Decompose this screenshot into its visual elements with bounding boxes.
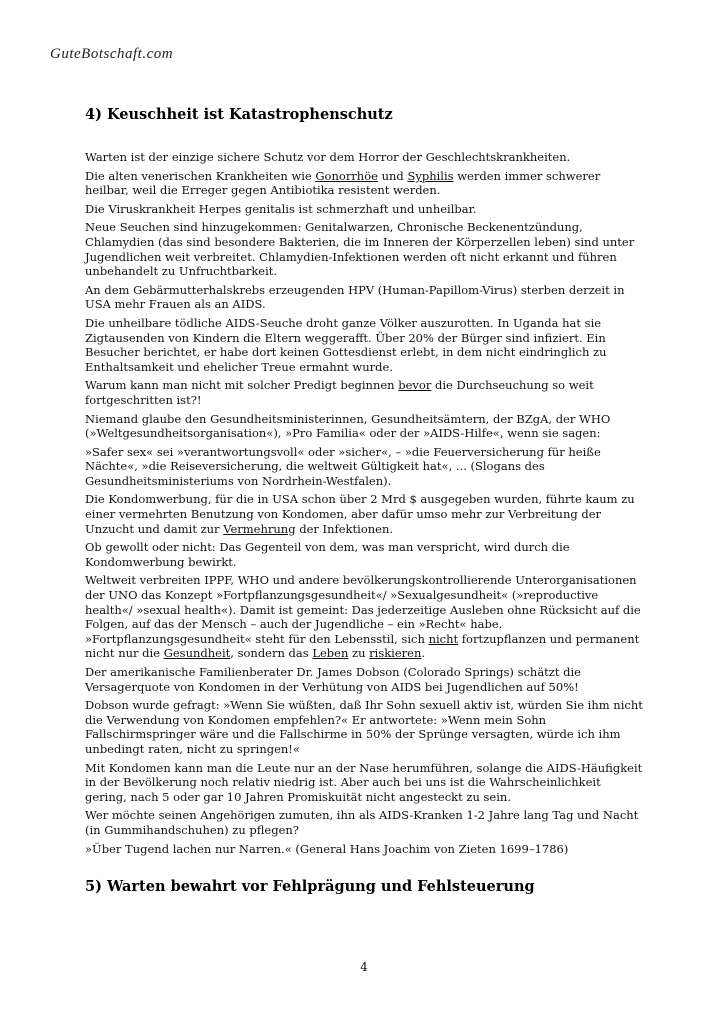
text-run: Mit Kondomen kann man die Leute nur an der Nase herumführen, solange die AIDS-Häufigkeit in der Bevölkerung noch relativ niedrig ist. Aber auch bei uns ist die Wahrscheinlichkeit gering, nach 5 oder gar 10 Jahren Promiskuität nicht angesteckt zu sein. (85, 760, 643, 804)
text-run: An dem Gebärmutterhalskrebs erzeugenden HPV (Human-Papillom-Virus) sterben derzeit in USA mehr Frauen als an AIDS. (85, 282, 625, 312)
text-run: Niemand glaube den Gesundheitsministerinnen, Gesundheitsämtern, der BZgA, der WHO (»Weltgesundheitsorganisation«), »Pro Familia« oder der »AIDS-Hilfe«, wenn sie sagen: (85, 411, 611, 441)
text-run: »Über Tugend lachen nur Narren.« (General Hans Joachim von Zieten 1699–1786) (85, 841, 569, 856)
underlined-text: riskieren (369, 646, 422, 661)
underlined-text: Gesundheit (163, 646, 231, 661)
text-run: Neue Seuchen sind hinzugekommen: Genitalwarzen, Chronische Beckenentzündung, Chlamydien (das sind besondere Bakterien, die im Inneren der Körperzellen leben) sind unter Jugendlichen weit verbreitet. Chlamydien-Infektionen werden oft nicht erkannt und führen unbehandelt zu Unfruchtbarkeit. (85, 220, 635, 279)
body-paragraph (85, 412, 645, 441)
body-paragraph (85, 169, 645, 198)
text-run: . (421, 646, 426, 661)
body-paragraph (85, 492, 645, 536)
body-paragraph (85, 316, 645, 374)
body-paragraph (85, 698, 645, 756)
site-logo: GuteBotschaft.com (50, 46, 174, 62)
body-paragraph (85, 573, 645, 661)
text-run: Weltweit verbreiten IPPF, WHO und andere bevölkerungskontrollierende Unterorganisationen der UNO das Konzept »Fortpflanzungsgesundheit«/ »Sexualgesundheit« (»reproductive health«/ »sexual health«). Damit ist gemeint: Das jederzeitige Ausleben ohne Rücksicht auf die Folgen, auf das der Mensch – auch der Jugendliche – ein »Recht« habe. »Fortpflanzungsgesundheit« steht für den Lebensstil, sich (85, 573, 641, 646)
text-run: Die Viruskrankheit Herpes genitalis ist schmerzhaft und unheilbar. (85, 201, 477, 216)
text-run: und (377, 168, 408, 183)
text-run: werden immer schwerer heilbar, weil die Erreger gegen Antibiotika resistent werden. (85, 168, 601, 198)
text-run: Wer möchte seinen Angehörigen zumuten, ihn als AIDS-Kranken 1-2 Jahre lang Tag und Nacht (in Gummihandschuhen) zu pflegen? (85, 808, 639, 837)
underlined-text: Leben (312, 646, 349, 661)
underlined-text: bevor (398, 378, 432, 393)
body-paragraph (85, 665, 645, 694)
text-run: Warten ist der einzige sichere Schutz vor dem Horror der Geschlechtskrankheiten. (85, 150, 571, 164)
page-content (85, 106, 645, 896)
body-paragraph (85, 378, 645, 407)
body-paragraph (85, 445, 645, 489)
body-paragraph (85, 842, 645, 857)
body-paragraph (85, 220, 645, 278)
underlined-text: nicht (428, 631, 459, 646)
text-run: Die Kondomwerbung, für die in USA schon über 2 Mrd $ ausgegeben wurden, führte kaum zu einer vermehrten Benutzung von Kondomen, aber dafür umso mehr zur Verbreitung der Unzucht und damit zur (85, 492, 635, 536)
body-paragraph (85, 202, 645, 217)
text-run: Die unheilbare tödliche AIDS-Seuche droht ganze Völker auszurotten. In Uganda hat sie Zigtausenden von Kindern die Eltern weggerafft. Über 20% der Bürger sind infiziert. Ein Besucher berichtet, er habe dort keinen Gottesdienst erlebt, in dem nicht eindringlich zu Enthaltsamkeit und ehelicher Treue ermahnt wurde. (85, 315, 607, 374)
body-paragraph (85, 283, 645, 312)
text-run: Der amerikanische Familienberater Dr. James Dobson (Colorado Springs) schätzt die Versagerquote von Kondomen in der Verhütung von AIDS bei Jugendlichen auf 50%! (85, 665, 581, 694)
text-run: die Durchseuchung so weit fortgeschritten ist?! (85, 378, 594, 407)
text-run: »Safer sex« sei »verantwortungsvoll« oder »sicher«, – »die Feuerversicherung für heiße Nächte«, »die Reiseversicherung, die weltweit Gültigkeit hat«, ... (Slogans des Gesundheitsministeriums von Nordrhein-Westfalen). (85, 444, 601, 488)
text-run: Ob gewollt oder nicht: Das Gegenteil von dem, was man verspricht, wird durch die Kondomwerbung bewirkt. (85, 540, 570, 569)
text-run: fortzupflanzen und permanent nicht nur die (85, 631, 640, 661)
body-paragraph (85, 808, 645, 837)
underlined-text: Syphilis (407, 168, 454, 183)
text-run: Die alten venerischen Krankheiten wie (85, 168, 316, 183)
text-run: der Infektionen. (295, 521, 394, 536)
body-paragraph (85, 150, 645, 165)
section-heading-5: 5) Warten bewahrt vor Fehlprägung und Fehlsteuerung (85, 878, 535, 896)
text-run: Warum kann man nicht mit solcher Predigt beginnen (85, 378, 399, 393)
text-run: , sondern das (230, 646, 313, 661)
body-paragraph (85, 540, 645, 569)
text-run: Dobson wurde gefragt: »Wenn Sie wüßten, daß Ihr Sohn sexuell aktiv ist, würden Sie ihm nicht die Verwendung von Kondomen empfehlen?« Er antwortete: »Wenn mein Sohn Fallschirmspringer wäre und die Fallschirme in 50% der Sprünge versagten, würde ich ihm unbedingt raten, nicht zu springen!« (85, 698, 643, 756)
section-heading-4: 4) Keuschheit ist Katastrophenschutz (85, 106, 393, 123)
page-number: 4 (360, 960, 368, 974)
body-text (85, 150, 645, 856)
body-paragraph (85, 761, 645, 805)
underlined-text: Gonorrhöe (315, 168, 378, 183)
text-run: zu (348, 646, 370, 661)
underlined-text: Vermehrung (223, 521, 296, 536)
